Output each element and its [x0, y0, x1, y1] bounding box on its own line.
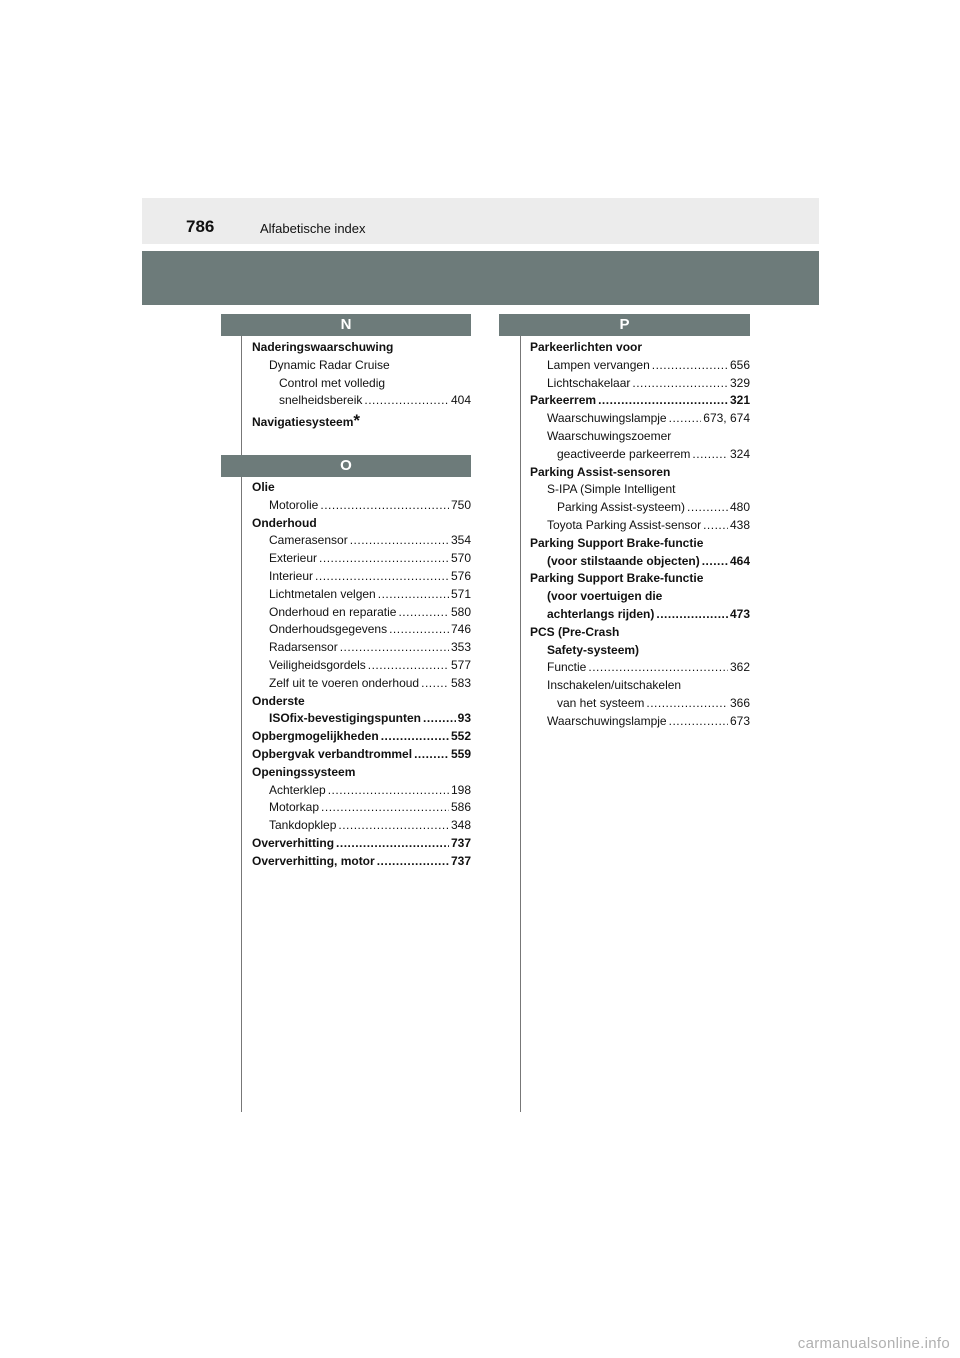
index-entry-term: Olie — [252, 480, 275, 494]
leader-dots — [656, 606, 728, 624]
index-list-o — [252, 479, 471, 871]
index-entry — [530, 659, 750, 677]
index-entry — [530, 606, 750, 624]
index-entry-term: Parking Assist-sensoren — [530, 464, 671, 479]
index-entry — [252, 675, 471, 693]
leader-dots — [368, 657, 449, 675]
index-entry-term: Tankdopklep — [269, 818, 337, 833]
leader-dots — [598, 392, 728, 410]
index-entry-page: 354 — [450, 533, 471, 548]
leader-dots — [398, 604, 449, 622]
index-entry-page: 577 — [450, 657, 471, 672]
leader-dots — [328, 782, 449, 800]
index-entry — [252, 835, 471, 853]
index-list-n — [252, 339, 471, 432]
index-entry-page: 321 — [729, 393, 750, 408]
index-entry — [252, 497, 471, 515]
index-entry — [530, 535, 750, 553]
index-entry-term: Parkeerrem — [530, 393, 597, 408]
leader-dots — [350, 532, 449, 550]
leader-dots — [389, 621, 449, 639]
index-entry-term: Parking Support Brake-functie — [530, 571, 704, 586]
index-entry — [252, 550, 471, 568]
index-entry-page: 673, 674 — [703, 411, 750, 426]
index-entry — [530, 410, 750, 428]
index-entry — [252, 728, 471, 746]
index-entry — [252, 693, 471, 711]
leader-dots — [321, 799, 449, 817]
index-entry-page: 737 — [450, 835, 471, 850]
leader-dots — [336, 835, 449, 853]
index-entry — [252, 710, 471, 728]
index-entry-term: Onderhoud en reparatie — [269, 604, 397, 619]
index-entry-term: Parking Support Brake-functie — [530, 535, 704, 550]
leader-dots — [423, 710, 456, 728]
header-gray-band — [142, 251, 819, 305]
leader-dots — [381, 728, 449, 746]
index-entry — [530, 464, 750, 482]
index-entry-page: 324 — [729, 446, 750, 461]
index-entry-term: Exterieur — [269, 551, 318, 566]
index-entry — [530, 428, 750, 446]
index-entry-page: 552 — [450, 729, 471, 744]
index-entry — [252, 764, 471, 782]
index-entry-page: 348 — [450, 818, 471, 833]
index-entry-page: 576 — [450, 568, 471, 583]
leader-dots — [703, 517, 728, 535]
index-entry — [252, 817, 471, 835]
index-entry — [252, 782, 471, 800]
header-band — [142, 198, 819, 244]
leader-dots — [669, 410, 702, 428]
index-entry — [252, 532, 471, 550]
left-column-rule — [241, 314, 242, 1112]
index-entry — [252, 339, 471, 357]
index-entry-page: 198 — [450, 782, 471, 797]
letter-bar-o: O — [221, 455, 471, 477]
index-entry-term: Opbergmogelijkheden — [252, 729, 379, 744]
index-list-p — [530, 339, 750, 731]
index-entry-page: 570 — [450, 551, 471, 566]
index-entry — [530, 375, 750, 393]
index-entry-page: 438 — [729, 517, 750, 532]
index-entry-term: (voor voertuigen die — [547, 589, 663, 604]
index-entry — [530, 481, 750, 499]
index-entry — [252, 639, 471, 657]
leader-dots — [319, 550, 449, 568]
index-entry-term: snelheidsbereik — [279, 393, 363, 408]
index-entry-term: Safety-systeem) — [547, 642, 640, 657]
index-entry — [252, 657, 471, 675]
leader-dots — [646, 695, 728, 713]
index-entry — [252, 357, 471, 375]
index-entry-term: Camerasensor — [269, 533, 348, 548]
leader-dots — [377, 853, 449, 871]
index-entry-page: 559 — [450, 746, 471, 761]
index-entry-term: ISOfix-bevestigingspunten — [269, 711, 422, 726]
index-entry-term: Functie — [547, 660, 587, 675]
index-entry — [252, 853, 471, 871]
index-entry — [252, 479, 471, 497]
index-entry-term: Control met volledig — [279, 375, 386, 390]
index-entry-term: S-IPA (Simple Intelligent — [547, 482, 676, 497]
index-entry — [252, 586, 471, 604]
leader-dots — [652, 357, 728, 375]
index-entry-page: 366 — [729, 695, 750, 710]
index-entry-page: 473 — [729, 606, 750, 621]
index-entry — [530, 357, 750, 375]
index-entry-page: 583 — [450, 675, 471, 690]
index-entry-term: Onderhoudsgegevens — [269, 622, 388, 637]
index-entry-term: Openingssysteem — [252, 764, 356, 779]
index-entry-page: 586 — [450, 800, 471, 815]
index-entry-term: Zelf uit te voeren onderhoud — [269, 675, 420, 690]
index-entry — [252, 621, 471, 639]
index-entry — [530, 553, 750, 571]
index-entry — [530, 339, 750, 357]
index-entry — [530, 624, 750, 642]
index-entry — [252, 375, 471, 393]
index-entry-term: geactiveerde parkeerrem — [557, 446, 691, 461]
leader-dots — [364, 392, 449, 410]
index-entry — [530, 517, 750, 535]
index-entry-term: Interieur — [269, 568, 314, 583]
index-entry-page: 329 — [729, 375, 750, 390]
leader-dots — [588, 659, 728, 677]
watermark: carmanualsonline.info — [797, 1335, 950, 1352]
index-entry-page: 404 — [450, 393, 471, 408]
leader-dots — [338, 817, 449, 835]
index-entry — [252, 746, 471, 764]
index-entry-term: Dynamic Radar Cruise — [269, 357, 390, 372]
index-entry-term: (voor stilstaande objecten) — [547, 553, 700, 568]
index-entry-term: Parking Assist-systeem) — [557, 500, 686, 515]
index-entry — [252, 604, 471, 622]
index-entry-term: Inschakelen/uitschakelen — [547, 678, 682, 693]
leader-dots — [692, 446, 728, 464]
index-entry: Navigatiesysteem * — [252, 414, 361, 431]
index-entry-page: 480 — [729, 500, 750, 515]
index-entry-page: 93 — [457, 711, 471, 726]
leader-dots — [669, 713, 728, 731]
index-entry — [252, 515, 471, 533]
letter-bar-p: P — [499, 314, 750, 336]
index-entry-page: 737 — [450, 853, 471, 868]
index-entry-term: Opbergvak verbandtrommel — [252, 746, 413, 761]
index-entry-term: van het systeem — [557, 695, 645, 710]
leader-dots — [632, 375, 728, 393]
index-entry-term: Achterklep — [269, 782, 326, 797]
leader-dots — [421, 675, 449, 693]
index-entry-term: Waarschuwingslampje — [547, 411, 667, 426]
index-entry-page: 580 — [450, 604, 471, 619]
index-entry-term: Motorkap — [269, 800, 320, 815]
index-entry-page: 362 — [729, 660, 750, 675]
index-entry-term: PCS (Pre-Crash — [530, 624, 620, 639]
index-entry — [530, 695, 750, 713]
index-entry — [252, 799, 471, 817]
index-entry-term: Oververhitting, motor — [252, 853, 375, 868]
leader-dots — [315, 568, 449, 586]
index-entry — [530, 392, 750, 410]
index-entry-term: Motorolie — [269, 497, 319, 512]
index-entry-term: Toyota Parking Assist-sensor — [547, 517, 702, 532]
leader-dots — [702, 553, 728, 571]
index-entry-term: Naderingswaarschuwing — [252, 340, 394, 354]
index-entry-term: Oververhitting — [252, 835, 335, 850]
index-entry-page: 464 — [729, 553, 750, 568]
index-entry — [530, 677, 750, 695]
index-entry-page: 353 — [450, 640, 471, 655]
leader-dots — [320, 497, 449, 515]
index-entry — [530, 446, 750, 464]
index-entry-page: 571 — [450, 586, 471, 601]
index-entry-term: Onderhoud — [252, 515, 317, 530]
index-entry — [530, 499, 750, 517]
index-entry-term: Lichtmetalen velgen — [269, 586, 376, 601]
right-column-rule — [520, 314, 521, 1112]
index-entry — [530, 713, 750, 731]
index-entry — [530, 642, 750, 660]
index-entry-page: 673 — [729, 713, 750, 728]
index-entry-term: Waarschuwingslampje — [547, 713, 667, 728]
page-section-title: Alfabetische index — [260, 221, 366, 236]
leader-dots — [414, 746, 449, 764]
index-entry-term: Parkeerlichten voor — [530, 340, 643, 354]
index-entry-term: Lampen vervangen — [547, 357, 650, 372]
leader-dots — [687, 499, 728, 517]
index-entry-term: achterlangs rijden) — [547, 606, 655, 621]
index-entry-term: Radarsensor — [269, 640, 338, 655]
index-entry-term: Waarschuwingszoemer — [547, 428, 672, 443]
index-entry-term: Navigatiesysteem — [252, 415, 354, 430]
leader-dots — [378, 586, 449, 604]
index-entry — [530, 588, 750, 606]
index-entry — [530, 570, 750, 588]
page-number: 786 — [186, 217, 215, 236]
index-entry-term: Lichtschakelaar — [547, 375, 631, 390]
index-entry-page: 750 — [450, 497, 471, 512]
index-entry-term: Veiligheidsgordels — [269, 657, 366, 672]
index-entry — [252, 568, 471, 586]
index-entry-page: 656 — [729, 357, 750, 372]
index-entry-page: 746 — [450, 622, 471, 637]
index-entry — [252, 392, 471, 410]
letter-bar-n: N — [221, 314, 471, 336]
leader-dots — [340, 639, 449, 657]
index-entry-term: Onderste — [252, 693, 305, 708]
